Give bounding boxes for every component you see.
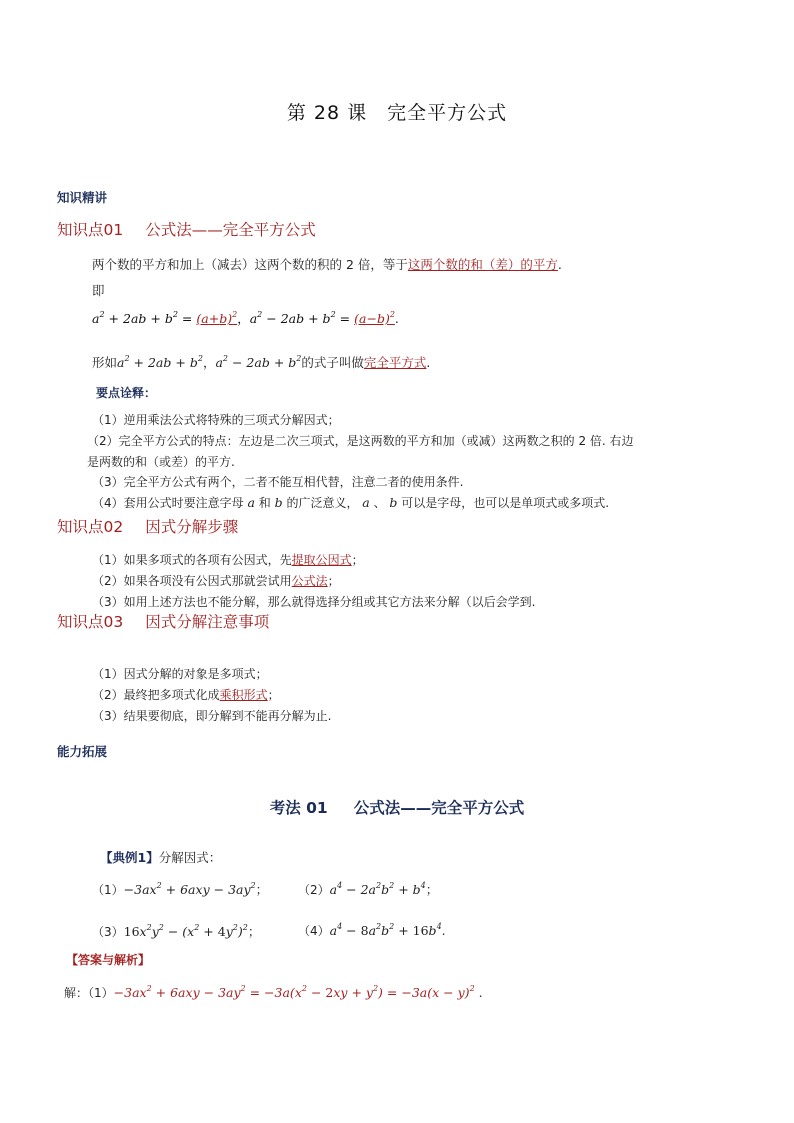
kp1-form-highlight: 完全平方式 [363, 355, 427, 370]
point-3: （3）完全平方公式有两个，二者不能互相代替，注意二者的使用条件. [92, 475, 464, 489]
question-1: $(1)-3ax^2 + 6axy - 3ay^2$； [92, 881, 269, 897]
kp1-heading [57, 218, 316, 240]
kp1-name: 公式法——完全平方公式 [145, 221, 316, 239]
kp3-note-2: （2）最终把多项式化成乘积形式； [92, 688, 280, 702]
section-ability: 能力拓展 [57, 744, 108, 759]
kp1-ji: 即 [92, 283, 105, 298]
kp2-step-1: （1）如果多项式的各项有公因式，先提取公因式； [92, 553, 364, 567]
answer-tag: 【答案与解析】 [66, 953, 151, 967]
kp3-number: 知识点03 [57, 613, 124, 631]
kp2-name: 因式分解步骤 [145, 518, 239, 536]
question-2: $(2)a^4 - 2a^2b^2 + b^4$； [298, 881, 439, 897]
kp2-step-3: （3）如用上述方法也不能分解，那么就得选择分组或其它方法来分解（以后会学到. [92, 595, 536, 609]
kp1-form-definition: 形如$a^2 + 2ab + b^2$，$a^2 - 2ab + b^2$的式子叫做完全平方式. [92, 354, 431, 370]
example-tag: 【典例1】 [100, 850, 159, 865]
solution-1: 解：$(1)-3ax^2 + 6axy - 3ay^2 = -3a(x^2 - 2xy + y^2) = -3a(x - y)^2$ . [64, 984, 483, 1000]
page-title: 第 28 课 完全平方公式 [286, 102, 508, 124]
kp3-heading [57, 610, 269, 632]
point-4: （4）套用公式时要注意字母 a 和 b 的广泛意义， a 、 b 可以是字母，也可以是单项式或多项式. [92, 495, 610, 510]
point-1: （1）逆用乘法公式将特殊的三项式分解因式； [92, 413, 340, 427]
kp1-definition: 两个数的平方和加上（减去）这两个数的积的 2 倍，等于这两个数的和（差）的平方. [92, 257, 562, 272]
kaofa-number: 考法 01 [269, 799, 328, 817]
kp3-note-3: （3）结果要彻底，即分解到不能再分解为止. [92, 709, 332, 723]
kaofa-heading [0, 796, 794, 818]
section-knowledge: 知识精讲 [57, 190, 108, 205]
example-heading: 【典例1】分解因式： [100, 850, 222, 865]
kp1-number: 知识点01 [57, 221, 124, 239]
question-4: $(4)a^4 - 8a^2b^2 + 16b^4$. [298, 922, 446, 938]
kp1-definition-highlight: 这两个数的和（差）的平方 [407, 257, 558, 272]
point-2-line1: （2）完全平方公式的特点：左边是二次三项式，是这两数的平方和加（或减）这两数之积的 2 倍. 右边 [87, 434, 634, 448]
kp1-formulas: $a^2 + 2ab + b^2 = (a+b)^2$，$a^2 - 2ab + b^2 = (a-b)^2$. [92, 310, 399, 326]
question-3: $(3)16x^2y^2 - (x^2 + 4y^2)^2$； [92, 923, 261, 939]
kp3-name: 因式分解注意事项 [145, 613, 270, 631]
points-title: 要点诠释： [96, 386, 157, 400]
kp2-heading [57, 515, 238, 537]
kp3-note-1: （1）因式分解的对象是多项式； [92, 667, 268, 681]
kaofa-name: 公式法——完全平方公式 [353, 799, 525, 817]
kp2-step-2: （2）如果各项没有公因式那就尝试用公式法； [92, 574, 340, 588]
point-2-line2: 是两数的和（或差）的平方. [87, 455, 235, 469]
kp2-number: 知识点02 [57, 518, 124, 536]
